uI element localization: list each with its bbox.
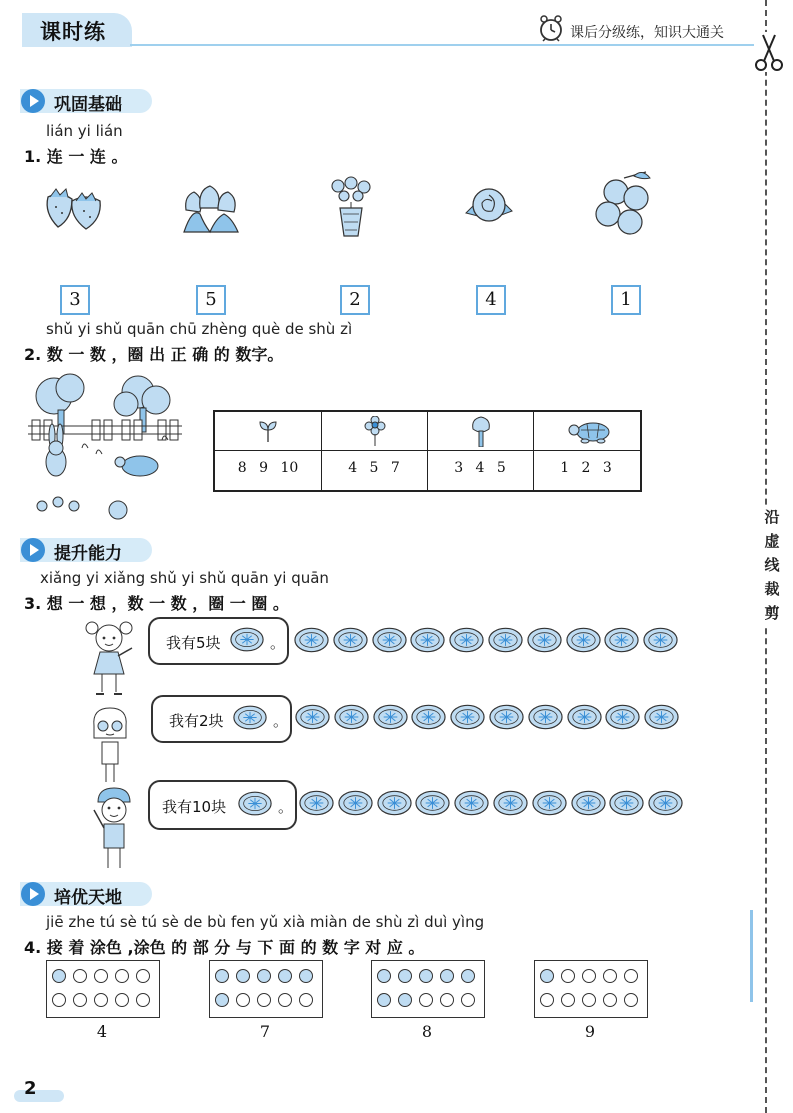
- section-title: 巩固基础: [54, 95, 122, 115]
- grid-circle[interactable]: [94, 969, 108, 983]
- peaches-icon: [594, 170, 658, 240]
- grid-circle[interactable]: [398, 993, 412, 1007]
- cookie-icon[interactable]: [410, 703, 447, 731]
- grid-circle[interactable]: [257, 993, 271, 1007]
- grid-label: 9: [584, 1022, 596, 1041]
- cookie-icon[interactable]: [449, 703, 486, 731]
- cookie-icon[interactable]: [566, 703, 603, 731]
- grid-circle[interactable]: [461, 969, 475, 983]
- header-slogan: 课后分级练，知识大通关: [570, 25, 724, 41]
- grid-label: 7: [259, 1022, 271, 1041]
- speech-period: 。: [270, 634, 286, 652]
- cookie-icon[interactable]: [643, 703, 680, 731]
- grid-circle[interactable]: [215, 969, 229, 983]
- play-icon: [20, 881, 46, 907]
- grid-circle[interactable]: [257, 969, 271, 983]
- cookie-icon[interactable]: [531, 789, 568, 817]
- grid-circle[interactable]: [582, 969, 596, 983]
- rose-icon: [464, 183, 514, 229]
- grid-circle[interactable]: [377, 969, 391, 983]
- cookie-icon[interactable]: [453, 789, 490, 817]
- grid-circle[interactable]: [561, 993, 575, 1007]
- grid-circle[interactable]: [73, 969, 87, 983]
- q3-text: 3. 想 一 想 ，数 一 数 ，圈 一 圈 。: [24, 594, 289, 613]
- page-number-bg: [14, 1090, 64, 1102]
- grid-circle[interactable]: [461, 993, 475, 1007]
- q4-pinyin: jiē zhe tú sè tú sè de bù fen yǔ xià miàn de shù zì duì yìng: [46, 913, 485, 931]
- tulips-icon: [182, 184, 240, 234]
- q3-pinyin: xiǎng yi xiǎng shǔ yi shǔ quān yi quān: [40, 569, 329, 587]
- cookie-icon[interactable]: [487, 626, 524, 654]
- q1-pinyin: lián yi lián: [46, 122, 123, 140]
- count-table: [213, 410, 642, 492]
- grid-circle[interactable]: [278, 993, 292, 1007]
- grid-circle[interactable]: [440, 969, 454, 983]
- cookie-icon[interactable]: [332, 626, 369, 654]
- cookie-icon[interactable]: [603, 626, 640, 654]
- grid-circle[interactable]: [236, 993, 250, 1007]
- cookie-icon[interactable]: [414, 789, 451, 817]
- alarm-clock-icon: [538, 14, 564, 42]
- dot-grid: [209, 960, 323, 1018]
- cookie-icon[interactable]: [293, 626, 330, 654]
- grid-circle[interactable]: [115, 969, 129, 983]
- tree-icon: [469, 415, 493, 447]
- grid-circle[interactable]: [94, 993, 108, 1007]
- speech-period: 。: [278, 798, 294, 816]
- grid-circle[interactable]: [52, 969, 66, 983]
- section-title: 培优天地: [54, 888, 122, 908]
- grid-label: 4: [96, 1022, 108, 1041]
- grid-circle[interactable]: [582, 993, 596, 1007]
- grid-circle[interactable]: [52, 993, 66, 1007]
- grid-circle[interactable]: [278, 969, 292, 983]
- cookie-icon-speech[interactable]: [232, 704, 268, 731]
- number-box[interactable]: 2: [340, 285, 370, 315]
- sprout-icon: [258, 420, 278, 442]
- boy-character-icon: [92, 786, 136, 872]
- flower-icon: [364, 416, 386, 446]
- cookie-icon[interactable]: [294, 703, 331, 731]
- cookie-icon[interactable]: [604, 703, 641, 731]
- girl-glasses-character-icon: [88, 704, 132, 784]
- page-number: 2: [24, 1078, 37, 1099]
- q2-text: 2. 数 一 数 ，圈 出 正 确 的 数字。: [24, 345, 284, 364]
- grid-circle[interactable]: [215, 993, 229, 1007]
- cookie-icon[interactable]: [372, 703, 409, 731]
- section-header-basics: [20, 88, 160, 114]
- flower-vase-icon: [328, 176, 374, 238]
- cookie-icon[interactable]: [488, 703, 525, 731]
- cookie-icon[interactable]: [570, 789, 607, 817]
- cookie-icon[interactable]: [448, 626, 485, 654]
- dot-grid: [534, 960, 648, 1018]
- option-numbers[interactable]: 3 4 5: [454, 460, 506, 476]
- grid-circle[interactable]: [299, 993, 313, 1007]
- cookie-icon[interactable]: [376, 789, 413, 817]
- q1-text: 1. 连 一 连 。: [24, 147, 128, 166]
- grid-circle[interactable]: [540, 993, 554, 1007]
- grid-circle[interactable]: [624, 993, 638, 1007]
- grid-circle[interactable]: [603, 993, 617, 1007]
- number-box[interactable]: 4: [476, 285, 506, 315]
- grid-label: 8: [421, 1022, 433, 1041]
- grid-circle[interactable]: [236, 969, 250, 983]
- speech-text: 我有5块: [166, 634, 221, 652]
- cookie-icon[interactable]: [527, 703, 564, 731]
- cookie-icon[interactable]: [642, 626, 679, 654]
- section-title: 提升能力: [54, 544, 122, 564]
- option-numbers[interactable]: 4 5 7: [348, 460, 400, 476]
- garden-scene-image: [22, 370, 188, 528]
- scissors-icon: [754, 32, 784, 72]
- speech-bubble: [148, 617, 289, 665]
- speech-period: 。: [273, 712, 289, 730]
- grid-circle[interactable]: [419, 969, 433, 983]
- cookie-icon[interactable]: [526, 626, 563, 654]
- margin-bar: [750, 910, 753, 1002]
- q2-pinyin: shǔ yi shǔ quān chū zhèng què de shù zì: [46, 320, 353, 338]
- grid-circle[interactable]: [115, 993, 129, 1007]
- cookie-icon-speech[interactable]: [229, 626, 265, 653]
- grid-circle[interactable]: [540, 969, 554, 983]
- section-header-advanced: [20, 881, 160, 907]
- number-box[interactable]: 5: [196, 285, 226, 315]
- cookie-icon[interactable]: [371, 626, 408, 654]
- grid-circle[interactable]: [398, 969, 412, 983]
- grid-circle[interactable]: [299, 969, 313, 983]
- grid-circle[interactable]: [561, 969, 575, 983]
- grid-circle[interactable]: [440, 993, 454, 1007]
- cookie-icon[interactable]: [333, 703, 370, 731]
- play-icon: [20, 88, 46, 114]
- cookie-icon[interactable]: [492, 789, 529, 817]
- grid-circle[interactable]: [136, 993, 150, 1007]
- dot-grid: [371, 960, 485, 1018]
- speech-bubble: [151, 695, 292, 743]
- cut-instruction: 沿虚线裁剪: [762, 505, 782, 625]
- cookie-icon[interactable]: [608, 789, 645, 817]
- strawberries-icon: [42, 183, 106, 233]
- dot-grid: [46, 960, 160, 1018]
- cookie-icon[interactable]: [409, 626, 446, 654]
- speech-bubble: [148, 780, 297, 830]
- header-divider: [130, 44, 755, 46]
- cookie-icon[interactable]: [337, 789, 374, 817]
- number-box[interactable]: 1: [611, 285, 641, 315]
- grid-circle[interactable]: [603, 969, 617, 983]
- grid-circle[interactable]: [377, 993, 391, 1007]
- section-header-ability: [20, 537, 160, 563]
- cookie-icon-speech[interactable]: [237, 790, 273, 817]
- speech-text: 我有10块: [162, 798, 227, 816]
- speech-text: 我有2块: [169, 712, 224, 730]
- cookie-icon[interactable]: [298, 789, 335, 817]
- cookie-icon[interactable]: [565, 626, 602, 654]
- page-title: 课时练: [40, 20, 106, 44]
- option-numbers[interactable]: 8 9 10: [237, 460, 299, 476]
- grid-circle[interactable]: [419, 993, 433, 1007]
- grid-circle[interactable]: [73, 993, 87, 1007]
- cookie-icon[interactable]: [647, 789, 684, 817]
- grid-circle[interactable]: [136, 969, 150, 983]
- girl-character-icon: [84, 618, 136, 698]
- play-icon: [20, 537, 46, 563]
- grid-circle[interactable]: [624, 969, 638, 983]
- number-box[interactable]: 3: [60, 285, 90, 315]
- option-numbers[interactable]: 1 2 3: [560, 460, 612, 476]
- q4-text: 4. 接 着 涂色 ,涂色 的 部 分 与 下 面 的 数 字 对 应 。: [24, 938, 425, 957]
- turtle-icon: [567, 418, 613, 444]
